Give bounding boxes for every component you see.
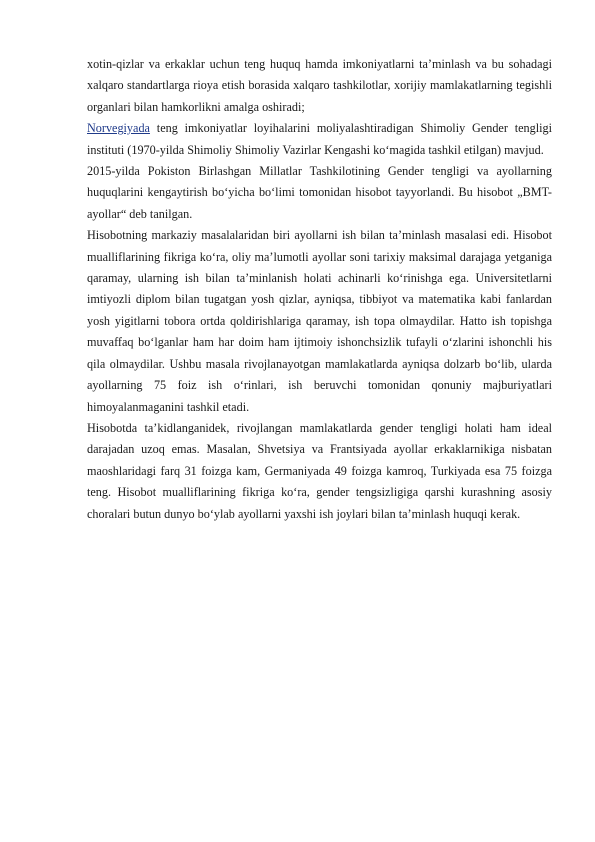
paragraph-2-text: teng imkoniyatlar loyihalarini moliyalashtiradigan Shimoliy Gender tengligi instituti (1970-yilda Shimoliy Shimoliy Vazirlar Kengashi koʻmagida tashkil etilgan) mavjud. <box>87 121 552 157</box>
paragraph-3: 2015-yilda Pokiston Birlashgan Millatlar Tashkilotining Gender tengligi va ayollarning huquqlarini kengaytirish boʻyicha boʻlimi tomonidan hisobot tayyorlandi. Bu hisobot „BMT-ayollar“ deb tanilgan. <box>87 164 552 221</box>
norvegiya-link[interactable]: Norvegiyada <box>87 121 150 136</box>
document-body <box>87 54 552 525</box>
paragraph-2 <box>87 118 552 161</box>
paragraph-1: xotin-qizlar va erkaklar uchun teng huquq hamda imkoniyatlarni taʼminlash va bu sohadagi xalqaro standartlarga rioya etish borasida xalqaro tashkilotlar, xorijiy mamlakatlarning tegishli organlari bilan hamkorlikni amalga oshiradi; <box>87 57 552 114</box>
paragraph-5: Hisobotda taʼkidlanganidek, rivojlangan mamlakatlarda gender tengligi holati ham ideal darajadan uzoq emas. Masalan, Shvetsiya va Frantsiyada ayollar erkaklarnikiga nisbatan maoshlaridagi farq 31 foizga kam, Germaniyada 49 foizga kamroq, Turkiyada esa 75 foizga teng. Hisobot mualliflarining fikriga koʻra, gender tengsizligiga qarshi kurashning asosiy choralari butun dunyo boʻylab ayollarni yaxshi ish joylari bilan taʼminlash huquqi kerak. <box>87 420 552 521</box>
paragraph-4: Hisobotning markaziy masalalaridan biri ayollarni ish bilan taʼminlash masalasi edi. Hisobot mualliflarining fikriga koʻra, oliy maʼlumotli ayollar soni tarixiy maksimal darajaga yetganiga qaramay, ularning ish bilan taʼminlanish holati achinarli koʻrinishga ega. Universitetlarni imtiyozli diplom bilan tugatgan yosh qizlar, ayniqsa, tibbiyot va matematika kabi fanlardan yosh yigitlarni tobora ortda qoldirishlariga qaramay, ish topa olmaydilar. Hatto ish topishga muvaffaq boʻlganlar ham har doim ham ijtimoiy ishonchsizlik tufayli oʻzlarini ishonchli his qila olmaydilar. Ushbu masala rivojlanayotgan mamlakatlarda ayniqsa dolzarb boʻlib, ularda ayollarning 75 foiz ish oʻrinlari, ish beruvchi tomonidan qonuniy majburiyatlari himoyalanmaganini tashkil etadi. <box>87 228 552 414</box>
